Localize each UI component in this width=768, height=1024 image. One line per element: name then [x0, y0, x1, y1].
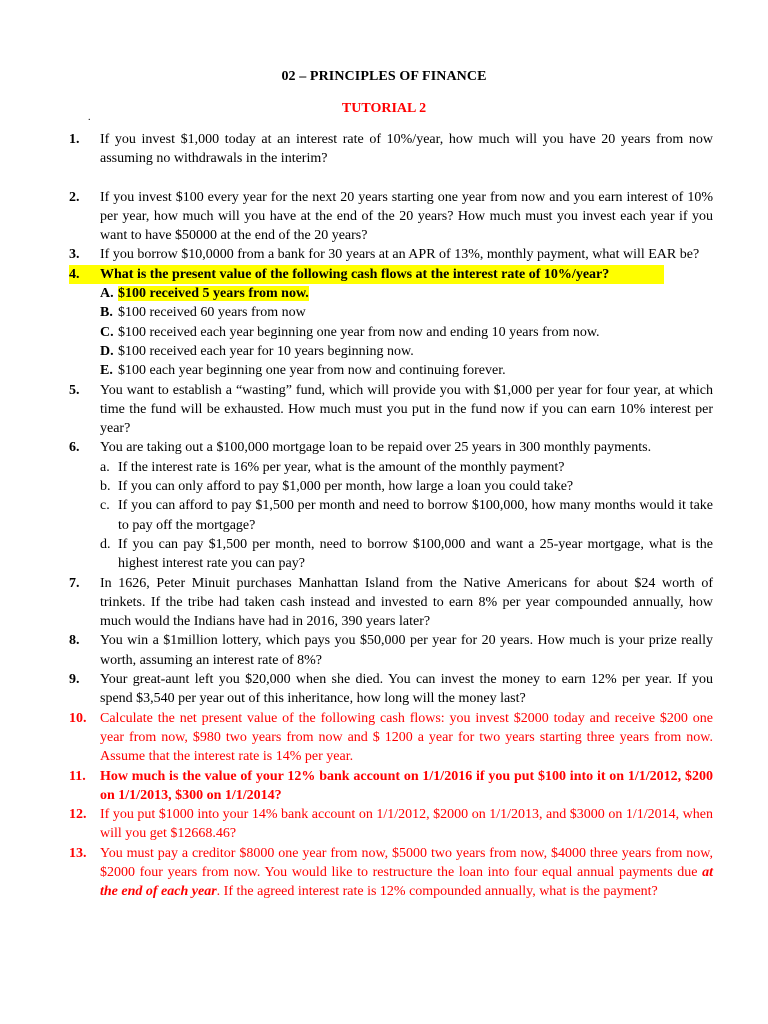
question-11 [69, 767, 713, 806]
question-text-after: . If the agreed interest rate is 12% compounded annually, what is the payment? [216, 884, 658, 900]
question-12 [69, 805, 713, 844]
question-number: 9. [69, 672, 80, 688]
question-text-before: You must pay a creditor $8000 one year from now, $5000 two years from now, $4000 three years from now, $2000 four years from now. You would like to restructure the loan into four equal annual payments due [100, 845, 713, 880]
item-text: If you can afford to pay $1,500 per month and need to borrow $100,000, how many months would it take to pay off the mortgage? [118, 498, 713, 533]
question-text: In 1626, Peter Minuit purchases Manhattan Island from the Native Americans for about $24 worth of trinkets. If the tribe had taken cash instead and invested to earn 8% per year compounded annually, how much would the Indians have had in 2016, 390 years later? [100, 575, 713, 630]
item-label: c. [100, 498, 110, 514]
question-number: 10. [69, 710, 87, 726]
item-text: If you can only afford to pay $1,000 per month, how large a loan you could take? [118, 479, 574, 495]
question-number: 13. [69, 845, 87, 861]
question-text: What is the present value of the following cash flows at the interest rate of 10%/year? [100, 266, 610, 282]
stray-dot: . [88, 112, 91, 123]
item-text: $100 received each year beginning one year from now and ending 10 years from now. [118, 324, 600, 340]
item-label: C. [100, 324, 114, 340]
item-text: $100 received each year for 10 years beginning now. [118, 343, 414, 359]
question-9 [69, 670, 713, 709]
item-label: A. [100, 286, 114, 302]
item-label: E. [100, 363, 113, 379]
question-emphasis: at the end of each year [100, 864, 713, 900]
question-number: 6. [69, 440, 80, 456]
question-text: You want to establish a “wasting” fund, which will provide you with $1,000 per year for four year, at which time the fund will be exhausted. How much must you put in the fund now if you can earn 10% interest per year? [100, 382, 713, 437]
question-6-item-d [69, 535, 713, 574]
tutorial-subtitle: TUTORIAL 2 [341, 101, 427, 116]
question-number: 11. [69, 768, 86, 784]
question-list [69, 130, 713, 902]
item-text: If the interest rate is 16% per year, what is the amount of the monthly payment? [118, 459, 565, 475]
question-text: You win a $1million lottery, which pays you $50,000 per year for 20 years. How much is your prize really worth, assuming an interest rate of 8%? [100, 633, 713, 668]
item-label: b. [100, 479, 111, 495]
question-number: 3. [69, 247, 80, 263]
item-text: If you can pay $1,500 per month, need to borrow $100,000 and want a 25-year mortgage, what is the highest interest rate you can pay? [118, 536, 713, 572]
item-text: $100 received 60 years from now [118, 305, 306, 321]
page-title: 02 – PRINCIPLES OF FINANCE [281, 69, 487, 84]
question-text [100, 844, 713, 902]
question-number: 12. [69, 807, 87, 823]
question-4-item-c [69, 323, 713, 342]
item-text: $100 each year beginning one year from now and continuing forever. [118, 363, 506, 379]
question-7 [69, 574, 713, 632]
spacer [69, 169, 713, 188]
question-text: If you borrow $10,0000 from a bank for 30 years at an APR of 13%, monthly payment, what will EAR be? [100, 247, 700, 263]
question-6-item-c [69, 496, 713, 535]
question-text: How much is the value of your 12% bank account on 1/1/2016 if you put $100 into it on 1/1/2012, $200 on 1/1/2013, $300 on 1/1/2014? [100, 768, 713, 803]
question-5 [69, 381, 713, 439]
item-label: d. [100, 536, 111, 552]
question-6-item-a [69, 458, 713, 477]
item-label: B. [100, 305, 113, 321]
question-4-item-b [69, 303, 713, 322]
question-6 [69, 438, 713, 457]
question-number: 1. [69, 132, 80, 147]
question-4-item-d [69, 342, 713, 361]
question-3 [69, 245, 713, 264]
question-text: If you put $1000 into your 14% bank account on 1/1/2012, $2000 on 1/1/2013, and $3000 on 1/1/2014, when will you get $12668.46? [100, 807, 713, 842]
question-text: Calculate the net present value of the following cash flows: you invest $2000 today and receive $200 one year from now, $980 two years from now and $ 1200 a year for two years starting three years from now. Assume that the interest rate is 14% per year. [100, 710, 713, 765]
question-2 [69, 188, 713, 246]
item-label: a. [100, 459, 110, 475]
question-10 [69, 709, 713, 767]
item-label: D. [100, 343, 114, 359]
question-number: 2. [69, 189, 80, 205]
question-number: 8. [69, 633, 80, 649]
question-text: Your great-aunt left you $20,000 when she died. You can invest the money to earn 12% per year. If you spend $3,540 per year out of this inheritance, how long will the money last? [100, 672, 713, 707]
question-text: If you invest $1,000 today at an interest rate of 10%/year, how much will you have 20 years from now assuming no withdrawals in the interim? [100, 132, 713, 167]
question-number: 5. [69, 382, 80, 398]
question-4-item-e [69, 361, 713, 380]
question-13 [69, 844, 713, 902]
question-4 [69, 265, 664, 284]
question-6-item-b [69, 477, 713, 496]
question-text: You are taking out a $100,000 mortgage loan to be repaid over 25 years in 300 monthly payments. [100, 440, 652, 456]
item-text: $100 received 5 years from now. [118, 286, 309, 302]
question-1 [69, 130, 713, 169]
question-number: 7. [69, 575, 80, 591]
question-4-item-a [69, 284, 713, 303]
question-8 [69, 631, 713, 670]
question-text: If you invest $100 every year for the next 20 years starting one year from now and you earn interest of 10% per year, how much will you have at the end of the 20 years? How much must you invest each year if you want to have $50000 at the end of the 20 years? [100, 189, 713, 244]
question-number: 4. [69, 266, 80, 282]
